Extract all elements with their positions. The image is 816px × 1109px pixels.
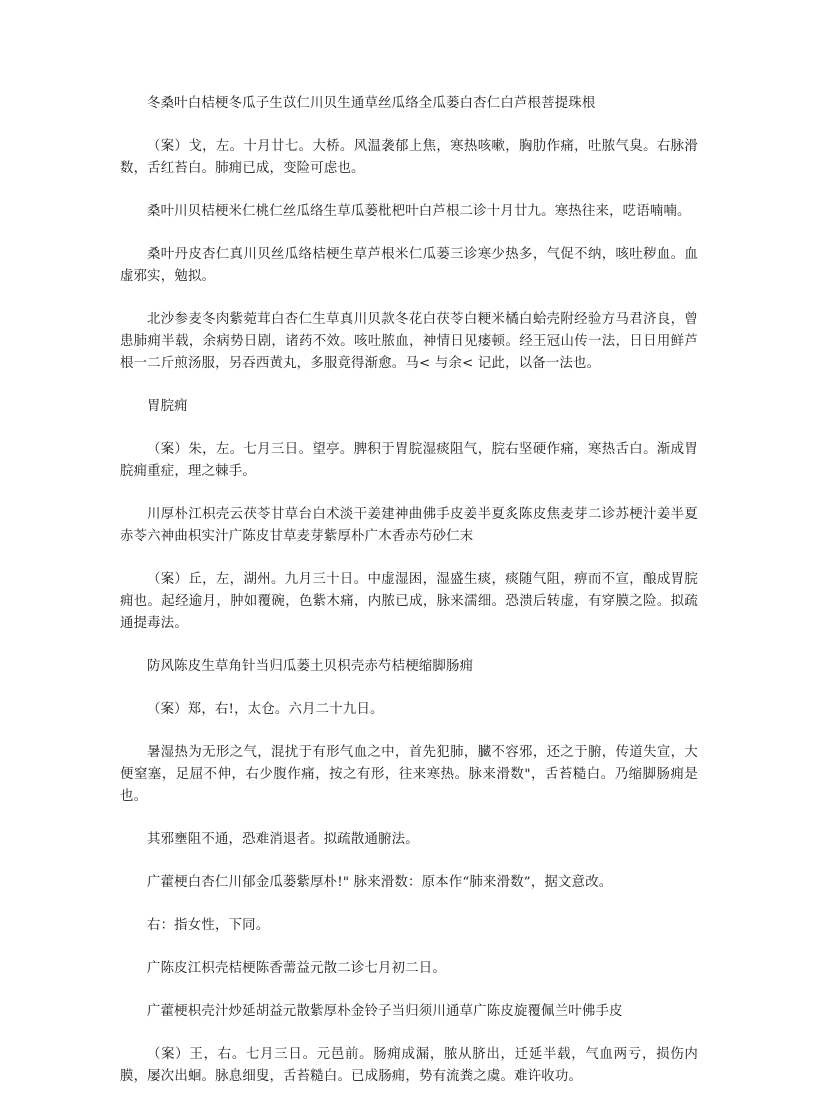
document-page <box>120 93 698 1109</box>
paragraph-4: 桑叶丹皮杏仁真川贝丝瓜络桔梗生草芦根米仁瓜蒌三诊寒少热多，气促不纳，咳吐秽血。血虚邪实，勉拟。 <box>120 247 698 284</box>
paragraph-8: 川厚朴江枳壳云茯苓甘草台白术淡干姜建神曲佛手皮姜半夏炙陈皮焦麦芽二诊苏梗汁姜半夏赤苓六神曲枳实汁广陈皮甘草麦芽紫厚朴广木香赤芍砂仁末 <box>120 507 698 544</box>
paragraph-9: （案）丘，左，湖州。九月三十日。中虚湿困，湿盛生痰，痰随气阻，痹而不宣，酿成胃脘痈也。起经逾月，肿如覆碗，色紫木痛，内脓已成，脉来濡细。恐溃后转虚，有穿膜之险。拟疏通提毒法。 <box>120 572 698 631</box>
paragraph-7: （案）朱，左。七月三日。望亭。脾积于胃脘湿痰阻气，脘右坚硬作痛，寒热舌白。渐成胃脘痈重症，理之棘手。 <box>120 442 698 479</box>
paragraph-1: 冬桑叶白桔梗冬瓜子生苡仁川贝生通草丝瓜络全瓜蒌白杏仁白芦根菩提珠根 <box>147 96 596 111</box>
paragraph-16: 广陈皮江枳壳桔梗陈香薷益元散二诊七月初二日。 <box>147 961 446 976</box>
paragraph-3: 桑叶川贝桔梗米仁桃仁丝瓜络生草瓜蒌枇杷叶白芦根二诊十月廿九。寒热往来，呓语喃喃。 <box>147 204 691 219</box>
section-heading-weiwanyong: 胃脘痈 <box>147 399 188 414</box>
paragraph-18: （案）王，右。七月三日。元邑前。肠痈成漏，脓从脐出，迁延半载，气血两亏，损伤内膜，屡次出蛔。脉息细叟，舌苔糙白。已成肠痈，势有流粪之虞。难许收功。 <box>120 1047 698 1084</box>
paragraph-10: 防风陈皮生草角针当归瓜蒌土贝枳壳赤芍桔梗缩脚肠痈 <box>147 659 474 674</box>
paragraph-5: 北沙参麦冬肉紫菀茸白杏仁生草真川贝款冬花白茯苓白粳米橘白蛤壳附经验方马君济良，曾患肺痈半载，余病势日剧，诸药不效。咳吐脓血，神情日见瘘顿。经王冠山传一法，日日用鲜芦根一二斤煎汤服，另吞西黄丸，多服竟得渐愈。马< 与余< 记此，以备一法也。 <box>120 312 698 371</box>
paragraph-13: 其邪壅阻不通，恐难消退者。拟疏散通腑法。 <box>147 832 419 847</box>
paragraph-11: （案）郑，右!，太仓。六月二十九日。 <box>147 702 384 717</box>
paragraph-14: 广藿梗白杏仁川郁金瓜蒌紫厚朴!" 脉来滑数：原本作“肺来滑数”，据文意改。 <box>147 875 613 890</box>
paragraph-17: 广藿梗枳壳汁炒延胡益元散紫厚朴金铃子当归须川通草广陈皮旋覆佩兰叶佛手皮 <box>147 1004 623 1019</box>
paragraph-15: 右：指女性，下同。 <box>147 918 270 933</box>
paragraph-12: 暑湿热为无形之气，混扰于有形气血之中，首先犯肺，臓不容邪，还之于腑，传道失宣，大便窒塞，足屈不伸，右少腹作痛，按之有形，往来寒热。脉来滑数"，舌苔糙白。乃缩脚肠痈是也。 <box>120 745 698 804</box>
paragraph-2: （案）戈，左。十月廿七。大桥。风温袭郁上焦，寒热咳嗽，胸肋作痛，吐脓气臭。右脉滑数，舌红苔白。肺痈已成，变险可虑也。 <box>120 139 698 176</box>
